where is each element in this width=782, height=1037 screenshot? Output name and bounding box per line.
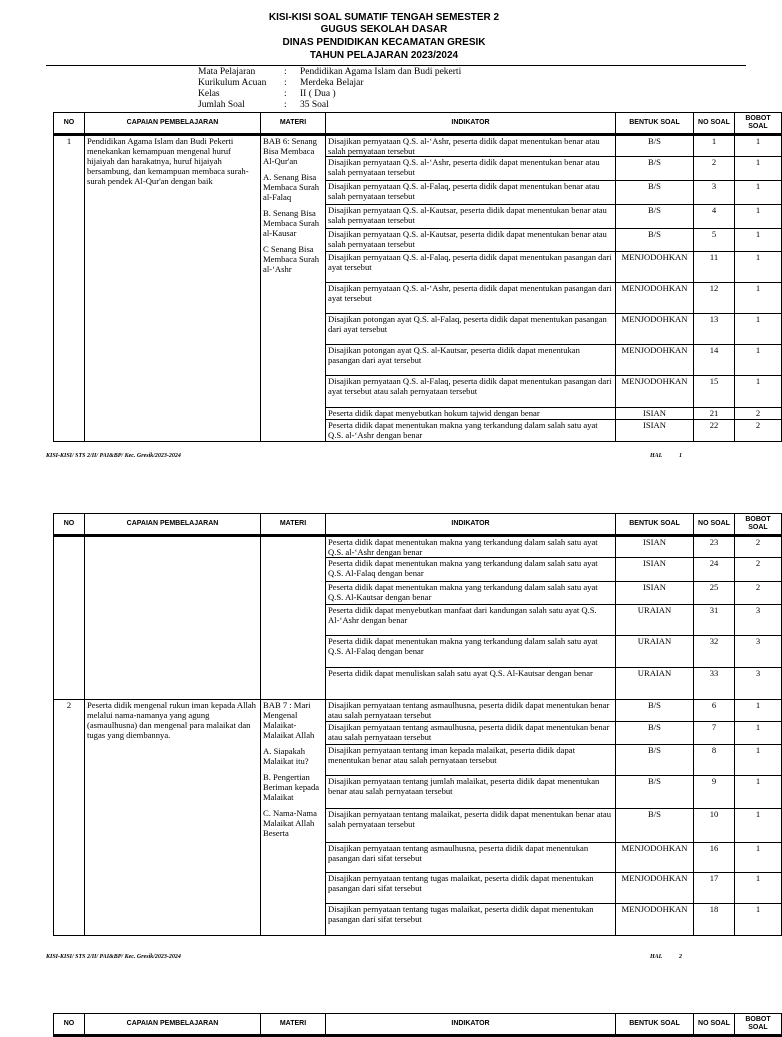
col-header-capaian: CAPAIAN PEMBELAJARAN — [85, 1014, 261, 1036]
meta-value: Pendidikan Agama Islam dan Budi pekerti — [300, 67, 462, 77]
meta-sep: : — [284, 67, 287, 77]
materi-item: C Senang Bisa Membaca Surah al-‘Ashr — [263, 244, 320, 274]
no-soal: 18 — [694, 904, 735, 936]
footer-hal-label: HAL — [650, 954, 663, 960]
no-soal: 31 — [694, 605, 735, 636]
col-header-no-soal: NO SOAL — [694, 1014, 735, 1036]
no-soal: 17 — [694, 873, 735, 904]
indikator-text: Disajikan pernyataan tentang iman kepada malaikat, peserta didik dapat menentukan benar atau salah pernyataan tersebut — [326, 745, 616, 776]
meta-value: Merdeka Belajar — [300, 78, 364, 88]
no-soal: 8 — [694, 745, 735, 776]
bentuk-soal: ISIAN — [616, 582, 694, 605]
no-soal: 16 — [694, 843, 735, 873]
indikator-text: Peserta didik dapat menentukan makna yang terkandung dalam salah satu ayat Q.S. Al-Kautsar dengan benar — [326, 582, 616, 605]
row-number: 2 — [54, 700, 85, 936]
no-soal: 1 — [694, 135, 735, 157]
no-soal: 6 — [694, 700, 735, 722]
materi-cell — [261, 700, 326, 936]
no-soal: 10 — [694, 809, 735, 843]
bentuk-soal: URAIAN — [616, 605, 694, 636]
bentuk-soal: MENJODOHKAN — [616, 843, 694, 873]
indikator-text: Peserta didik dapat menuliskan salah satu ayat Q.S. Al-Kautsar dengan benar — [326, 668, 616, 700]
bobot-soal: 1 — [735, 700, 782, 722]
bobot-soal: 1 — [735, 843, 782, 873]
bentuk-soal: MENJODOHKAN — [616, 314, 694, 345]
bobot-soal: 3 — [735, 636, 782, 668]
col-header-bobot: BOBOT SOAL — [735, 514, 782, 536]
col-header-bentuk: BENTUK SOAL — [616, 1014, 694, 1036]
bobot-soal: 1 — [735, 314, 782, 345]
no-soal: 15 — [694, 376, 735, 408]
bobot-soal: 3 — [735, 605, 782, 636]
col-header-bentuk: BENTUK SOAL — [616, 514, 694, 536]
meta-sep: : — [284, 89, 287, 99]
no-soal: 2 — [694, 157, 735, 181]
meta-value: 35 Soal — [300, 100, 329, 110]
bentuk-soal: B/S — [616, 700, 694, 722]
col-header-capaian: CAPAIAN PEMBELAJARAN — [85, 113, 261, 135]
indikator-text: Disajikan potongan ayat Q.S. al-Kautsar, peserta didik dapat menentukan pasangan dari ayat tersebut — [326, 345, 616, 376]
no-soal: 25 — [694, 582, 735, 605]
bobot-soal: 1 — [735, 283, 782, 314]
indikator-text: Disajikan pernyataan Q.S. al-Falaq, peserta didik dapat menentukan pasangan dari ayat tersebut atau salah pernyataan tersebut — [326, 376, 616, 408]
kisi-table-page1 — [53, 112, 782, 442]
col-header-materi: MATERI — [261, 1014, 326, 1036]
materi-item: A. Senang Bisa Membaca Surah al-Falaq — [263, 172, 320, 202]
bentuk-soal: ISIAN — [616, 408, 694, 420]
meta-label: Mata Pelajaran — [198, 67, 256, 77]
col-header-no: NO — [54, 1014, 85, 1036]
no-soal: 32 — [694, 636, 735, 668]
row-number: 1 — [54, 135, 85, 442]
bobot-soal: 2 — [735, 420, 782, 442]
col-header-indikator: INDIKATOR — [326, 1014, 616, 1036]
bentuk-soal: B/S — [616, 745, 694, 776]
bentuk-soal: MENJODOHKAN — [616, 252, 694, 283]
doc-title-line1: KISI-KISI SOAL SUMATIF TENGAH SEMESTER 2 — [268, 12, 500, 23]
meta-row-curriculum — [198, 78, 461, 89]
bobot-soal: 2 — [735, 536, 782, 558]
no-soal: 24 — [694, 558, 735, 582]
col-header-bentuk: BENTUK SOAL — [616, 113, 694, 135]
bentuk-soal: B/S — [616, 135, 694, 157]
materi-empty — [261, 536, 326, 700]
meta-label: Jumlah Soal — [198, 100, 245, 110]
bobot-soal: 1 — [735, 809, 782, 843]
indikator-text: Disajikan pernyataan tentang asmaulhusna, peserta didik dapat menentukan pasangan dari sifat tersebut — [326, 843, 616, 873]
bentuk-soal: B/S — [616, 229, 694, 252]
no-soal: 3 — [694, 181, 735, 205]
no-soal: 23 — [694, 536, 735, 558]
bentuk-soal: ISIAN — [616, 536, 694, 558]
indikator-text: Disajikan pernyataan Q.S. al-‘Ashr, peserta didik dapat menentukan benar atau salah pernyataan tersebut — [326, 135, 616, 157]
col-header-no: NO — [54, 514, 85, 536]
indikator-text: Peserta didik dapat menentukan makna yang terkandung dalam salah satu ayat Q.S. Al-Falaq dengan benar — [326, 558, 616, 582]
bobot-soal: 1 — [735, 135, 782, 157]
doc-title-line4: TAHUN PELAJARAN 2023/2024 — [309, 50, 459, 61]
bobot-soal: 1 — [735, 157, 782, 181]
footer-page-number: 1 — [679, 453, 682, 459]
col-header-no-soal: NO SOAL — [694, 113, 735, 135]
materi-item: BAB 6: Senang Bisa Membaca Al-Qur'an — [263, 136, 317, 166]
indikator-text: Disajikan pernyataan Q.S. al-Falaq, peserta didik dapat menentukan pasangan dari ayat tersebut — [326, 252, 616, 283]
bentuk-soal: ISIAN — [616, 558, 694, 582]
indikator-text: Disajikan pernyataan tentang tugas malaikat, peserta didik dapat menentukan pasangan dari sifat tersebut — [326, 904, 616, 936]
bobot-soal: 1 — [735, 722, 782, 745]
indikator-text: Disajikan pernyataan tentang asmaulhusna, peserta didik dapat menentukan benar atau salah pernyataan tersebut — [326, 722, 616, 745]
meta-row-class — [198, 89, 461, 100]
doc-title-line2: GUGUS SEKOLAH DASAR — [320, 24, 448, 35]
bentuk-soal: URAIAN — [616, 636, 694, 668]
indikator-text: Disajikan pernyataan Q.S. al-Falaq, peserta didik dapat menentukan benar atau salah pernyataan tersebut — [326, 181, 616, 205]
bobot-soal: 1 — [735, 376, 782, 408]
bentuk-soal: MENJODOHKAN — [616, 376, 694, 408]
indikator-text: Disajikan pernyataan Q.S. al-Kautsar, peserta didik dapat menentukan benar atau salah pernyataan tersebut — [326, 229, 616, 252]
footer-hal-label: HAL — [650, 453, 663, 459]
indikator-text: Peserta didik dapat menentukan makna yang terkandung dalam salah satu ayat Q.S. Al-Falaq dengan benar — [326, 636, 616, 668]
materi-item: BAB 7 : Mari Mengenal Malaikat-Malaikat Allah — [263, 700, 315, 740]
bentuk-soal: B/S — [616, 205, 694, 229]
kisi-table-page3 — [53, 1013, 782, 1037]
materi-cell — [261, 135, 326, 442]
no-soal: 33 — [694, 668, 735, 700]
indikator-text: Disajikan pernyataan tentang jumlah malaikat, peserta didik dapat menentukan benar atau salah pernyataan tersebut — [326, 776, 616, 809]
row-number-empty — [54, 536, 85, 700]
col-header-materi: MATERI — [261, 514, 326, 536]
materi-item: A. Siapakah Malaikat itu? — [263, 746, 309, 766]
meta-row-subject — [198, 67, 461, 78]
bentuk-soal: B/S — [616, 722, 694, 745]
bentuk-soal: B/S — [616, 157, 694, 181]
indikator-text: Disajikan potongan ayat Q.S. al-Falaq, peserta didik dapat menentukan pasangan dari ayat tersebut — [326, 314, 616, 345]
bobot-soal: 1 — [735, 252, 782, 283]
col-header-indikator: INDIKATOR — [326, 514, 616, 536]
header-divider — [46, 65, 746, 66]
meta-label: Kelas — [198, 89, 220, 99]
no-soal: 7 — [694, 722, 735, 745]
bobot-soal: 2 — [735, 558, 782, 582]
bentuk-soal: ISIAN — [616, 420, 694, 442]
bobot-soal: 1 — [735, 229, 782, 252]
document-meta — [198, 67, 461, 111]
bobot-soal: 1 — [735, 873, 782, 904]
meta-sep: : — [284, 78, 287, 88]
no-soal: 22 — [694, 420, 735, 442]
bentuk-soal: MENJODOHKAN — [616, 345, 694, 376]
indikator-text: Peserta didik dapat menentukan makna yang terkandung dalam salah satu ayat Q.S. al-‘Ashr dengan benar — [326, 536, 616, 558]
col-header-materi: MATERI — [261, 113, 326, 135]
meta-label: Kurikulum Acuan — [198, 78, 267, 88]
capaian-text: Peserta didik mengenal rukun iman kepada Allah melalui nama-namanya yang agung (asmaulhusna) dan mengenal para malaikat dan tugas yang diembannya. — [85, 700, 261, 936]
indikator-text: Disajikan pernyataan tentang malaikat, peserta didik dapat menentukan benar atau salah pernyataan tersebut — [326, 809, 616, 843]
bobot-soal: 3 — [735, 668, 782, 700]
col-header-no-soal: NO SOAL — [694, 514, 735, 536]
doc-title-line3: DINAS PENDIDIKAN KECAMATAN GRESIK — [282, 37, 486, 48]
no-soal: 4 — [694, 205, 735, 229]
col-header-indikator: INDIKATOR — [326, 113, 616, 135]
table-row — [54, 135, 782, 157]
bentuk-soal: B/S — [616, 809, 694, 843]
materi-item: C. Nama-Nama Malaikat Allah Beserta — [263, 808, 317, 838]
bobot-soal: 1 — [735, 745, 782, 776]
col-header-bobot: BOBOT SOAL — [735, 1014, 782, 1036]
materi-item: B. Senang Bisa Membaca Surah al-Kausar — [263, 208, 320, 238]
kisi-table-page2 — [53, 513, 782, 936]
bobot-soal: 2 — [735, 408, 782, 420]
bobot-soal: 1 — [735, 904, 782, 936]
bentuk-soal: B/S — [616, 776, 694, 809]
bentuk-soal: MENJODOHKAN — [616, 904, 694, 936]
bentuk-soal: MENJODOHKAN — [616, 283, 694, 314]
capaian-empty — [85, 536, 261, 700]
col-header-capaian: CAPAIAN PEMBELAJARAN — [85, 514, 261, 536]
indikator-text: Disajikan pernyataan Q.S. al-‘Ashr, peserta didik dapat menentukan pasangan dari ayat tersebut — [326, 283, 616, 314]
footer-doc-code: KISI-KISI/ STS 2/II/ PAI&BP/ Kec. Gresik/2023-2024 — [46, 453, 181, 459]
no-soal: 11 — [694, 252, 735, 283]
no-soal: 9 — [694, 776, 735, 809]
bobot-soal: 1 — [735, 205, 782, 229]
bobot-soal: 1 — [735, 181, 782, 205]
no-soal: 13 — [694, 314, 735, 345]
meta-sep: : — [284, 100, 287, 110]
bobot-soal: 1 — [735, 776, 782, 809]
indikator-text: Peserta didik dapat menyebutkan hokum tajwid dengan benar — [326, 408, 616, 420]
bentuk-soal: URAIAN — [616, 668, 694, 700]
indikator-text: Disajikan pernyataan Q.S. al-‘Ashr, peserta didik dapat menentukan benar atau salah pernyataan tersebut — [326, 157, 616, 181]
no-soal: 14 — [694, 345, 735, 376]
col-header-bobot: BOBOT SOAL — [735, 113, 782, 135]
indikator-text: Disajikan pernyataan tentang asmaulhusna, peserta didik dapat menentukan benar atau salah pernyataan tersebut — [326, 700, 616, 722]
materi-item: B. Pengertian Beriman kepada Malaikat — [263, 772, 320, 802]
bobot-soal: 2 — [735, 582, 782, 605]
indikator-text: Disajikan pernyataan tentang tugas malaikat, peserta didik dapat menentukan pasangan dari sifat tersebut — [326, 873, 616, 904]
meta-row-count — [198, 100, 461, 111]
indikator-text: Peserta didik dapat menentukan makna yang terkandung dalam salah satu ayat Q.S. al-‘Ashr dengan benar — [326, 420, 616, 442]
bentuk-soal: B/S — [616, 181, 694, 205]
meta-value: II ( Dua ) — [300, 89, 336, 99]
bentuk-soal: MENJODOHKAN — [616, 873, 694, 904]
no-soal: 21 — [694, 408, 735, 420]
col-header-no: NO — [54, 113, 85, 135]
footer-page-number: 2 — [679, 954, 682, 960]
capaian-text: Pendidikan Agama Islam dan Budi Pekerti menekankan kemampuan mengenal huruf hijaiyah dan harakatnya, huruf hijaiyah bersambung, dan kemampuan membaca surah-surah pendek Al-Qur'an dengan baik — [85, 135, 261, 442]
indikator-text: Disajikan pernyataan Q.S. al-Kautsar, peserta didik dapat menentukan benar atau salah pernyataan tersebut — [326, 205, 616, 229]
no-soal: 12 — [694, 283, 735, 314]
bobot-soal: 1 — [735, 345, 782, 376]
indikator-text: Peserta didik dapat menyebutkan manfaat dari kandungan salah satu ayat Q.S. Al-‘Ashr dengan benar — [326, 605, 616, 636]
table-row — [54, 700, 782, 722]
no-soal: 5 — [694, 229, 735, 252]
table-row — [54, 536, 782, 558]
footer-doc-code: KISI-KISI/ STS 2/II/ PAI&BP/ Kec. Gresik/2023-2024 — [46, 954, 181, 960]
